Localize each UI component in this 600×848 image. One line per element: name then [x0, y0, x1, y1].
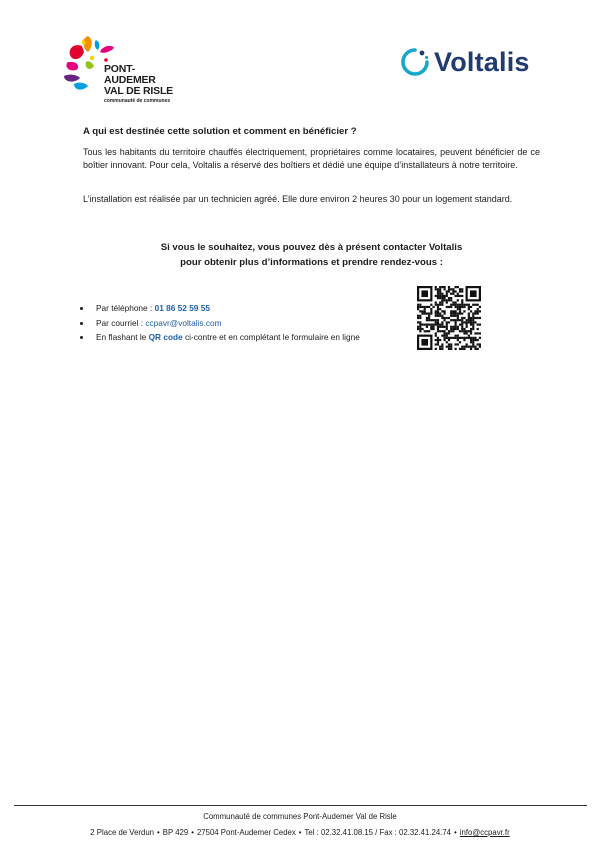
footer-separator: •	[454, 828, 457, 837]
footer-address-city: 27504 Pont-Audemer Cedex	[196, 828, 296, 837]
contact-call-to-action	[83, 240, 540, 270]
ccpavr-logo	[62, 32, 182, 102]
voltalis-logo-icon	[400, 47, 430, 77]
contact-email-item	[80, 316, 360, 331]
contact-list	[80, 301, 360, 345]
footer-separator: •	[191, 828, 194, 837]
footer-address	[0, 828, 600, 837]
ccpavr-line3: communauté de communes	[104, 97, 171, 104]
contact-phone-item	[80, 301, 360, 316]
footer-separator: •	[298, 828, 302, 837]
voltalis-logo	[400, 44, 530, 80]
ccpavr-wordmark	[104, 64, 182, 104]
footer-address-bp: BP 429	[162, 828, 189, 837]
ccpavr-line2: VAL DE RISLE	[104, 85, 173, 97]
footer-email-link[interactable]: info@ccpavr.fr	[459, 828, 510, 837]
cta-line2: pour obtenir plus d’informations et prendre rendez-vous :	[180, 257, 443, 268]
footer-address-street: 2 Place de Verdun	[90, 828, 155, 837]
qr-code-icon[interactable]	[417, 286, 481, 350]
cta-line1: Si vous le souhaitez, vous pouvez dès à présent contacter Voltalis	[160, 242, 463, 253]
email-label: Par courriel :	[96, 317, 146, 328]
paragraph-installation: L’installation est réalisée par un technicien agréé. Elle dure environ 2 heures 30 pour un logement standard.	[83, 194, 513, 204]
paragraph-eligibility: Tous les habitants du territoire chauffés électriquement, propriétaires comme locataires, peuvent bénéficier de ce boîtier innovant. Pour cela, Voltalis a réservé des boîtiers et dédié une équipe d’installateurs à notre territoire.	[83, 147, 540, 170]
phone-number-link[interactable]: 01 86 52 59 55	[154, 303, 210, 313]
qr-code-link[interactable]: QR code	[148, 332, 183, 342]
footer-divider	[14, 805, 587, 806]
qr-suffix: ci-contre et en complétant le formulaire en ligne	[182, 332, 360, 342]
contact-qr-item	[80, 330, 360, 345]
section-title: A qui est destinée cette solution et comment en bénéficier ?	[83, 126, 357, 137]
ccpavr-line1: PONT-AUDEMER	[104, 63, 156, 86]
email-link[interactable]: ccpavr@voltalis.com	[145, 317, 222, 328]
voltalis-wordmark: Voltalis	[434, 46, 530, 77]
qr-prefix: En flashant le	[96, 332, 149, 342]
footer-separator: •	[157, 828, 160, 837]
footer-organization: Communauté de communes Pont-Audemer Val de Risle	[203, 812, 397, 821]
footer-tel-fax: Tel : 02.32.41.08.15 / Fax : 02.32.41.24.74	[304, 828, 452, 837]
phone-label: Par téléphone :	[96, 303, 155, 313]
